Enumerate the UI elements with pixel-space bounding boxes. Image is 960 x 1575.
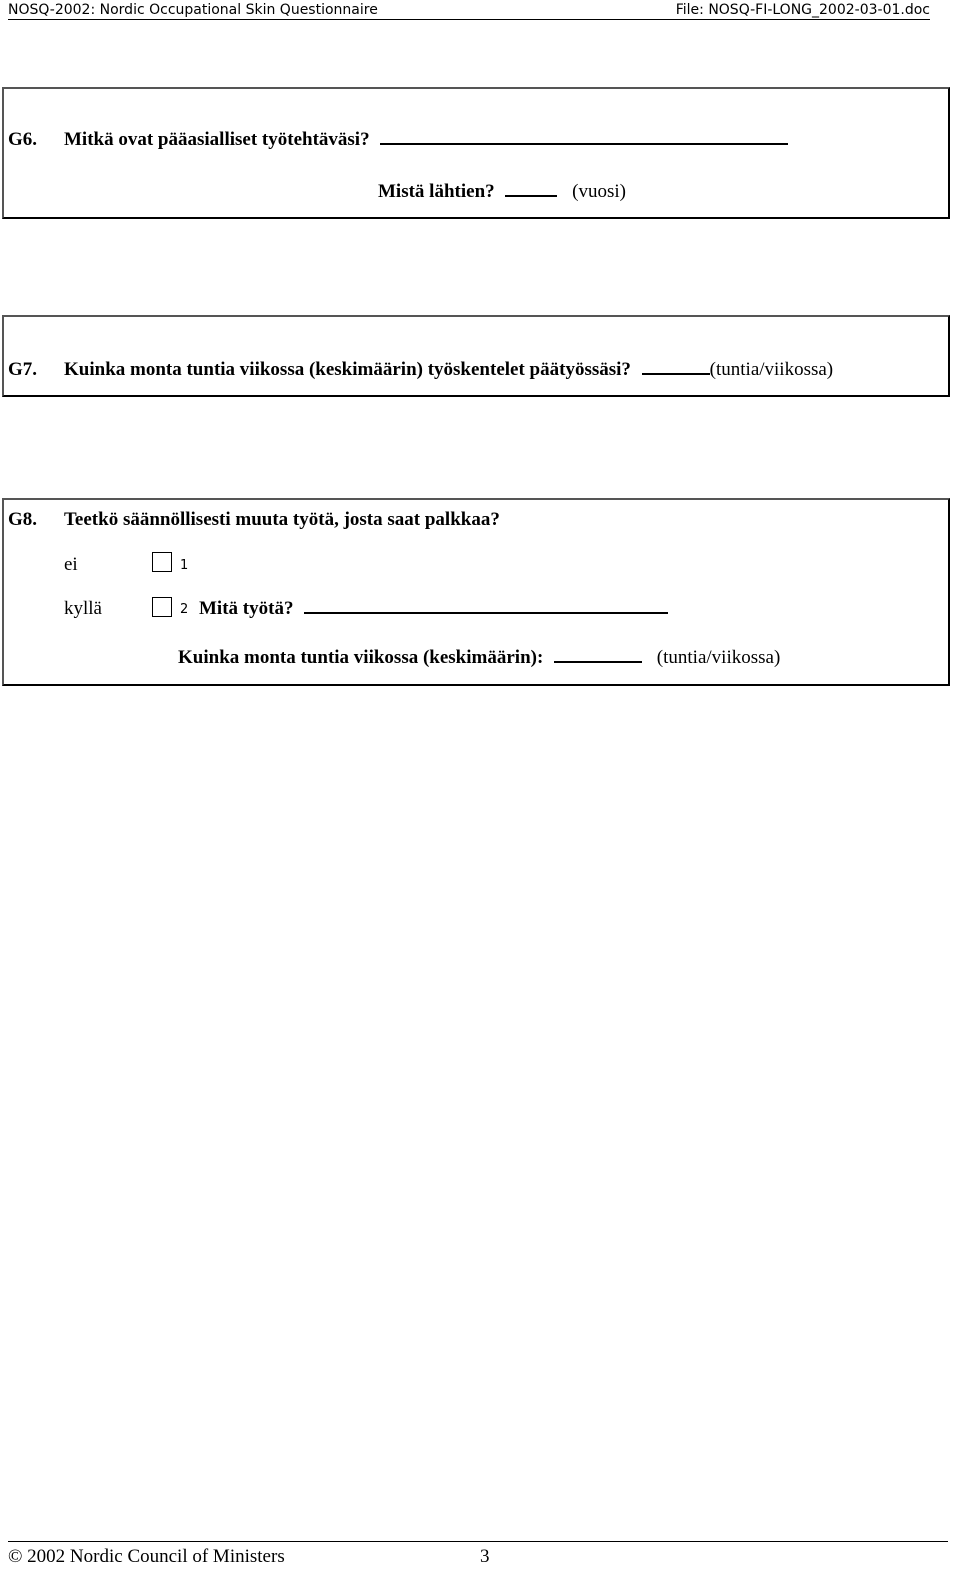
g8-option-kylla-code: 2 [180,602,189,617]
g6-question: Mitkä ovat pääasialliset työtehtäväsi? [64,129,370,150]
header-filename: File: NOSQ-FI-LONG_2002-03-01.doc [675,2,930,18]
g8-option-ei-code: 1 [180,558,189,573]
g6-answer-field[interactable] [380,129,788,145]
g8-hours-row [178,647,780,669]
g6-unit: (vuosi) [572,181,626,202]
g8-hours-question: Kuinka monta tuntia viikossa (keskimäärin): [178,647,544,668]
g8-question: Teetkö säännöllisesti muuta työtä, josta saat palkkaa? [64,509,500,530]
g8-option-kylla-label: kyllä [64,598,102,619]
page-header [8,0,930,20]
g8-hours-field[interactable] [554,647,642,663]
question-g7-box [2,315,950,397]
page-number: 3 [480,1546,490,1567]
g8-what-work-field[interactable] [304,598,668,614]
g8-option-ei-checkbox[interactable] [152,552,172,572]
header-title: NOSQ-2002: Nordic Occupational Skin Questionnaire [8,2,378,18]
g8-number: G8. [8,509,38,530]
g8-what-work-label: Mitä työtä? [199,598,294,619]
g7-question-row [64,359,833,381]
g7-question: Kuinka monta tuntia viikossa (keskimäärin) työskentelet päätyössäsi? [64,359,631,380]
g8-what-work-row [199,598,668,620]
g8-option-ei-label: ei [64,554,78,575]
g7-unit: (tuntia/viikossa) [709,359,834,380]
g8-option-kylla-checkbox[interactable] [152,597,172,617]
g6-since-row [378,181,626,203]
g6-year-field[interactable] [505,181,557,197]
footer-rule [8,1541,948,1542]
g7-hours-field[interactable] [642,359,710,375]
g6-since-label: Mistä lähtien? [378,181,495,202]
footer-copyright: © 2002 Nordic Council of Ministers [8,1546,285,1567]
g7-number: G7. [8,359,38,380]
g6-number: G6. [8,129,38,150]
g8-hours-unit: (tuntia/viikossa) [656,647,781,668]
g6-question-row [64,129,788,151]
